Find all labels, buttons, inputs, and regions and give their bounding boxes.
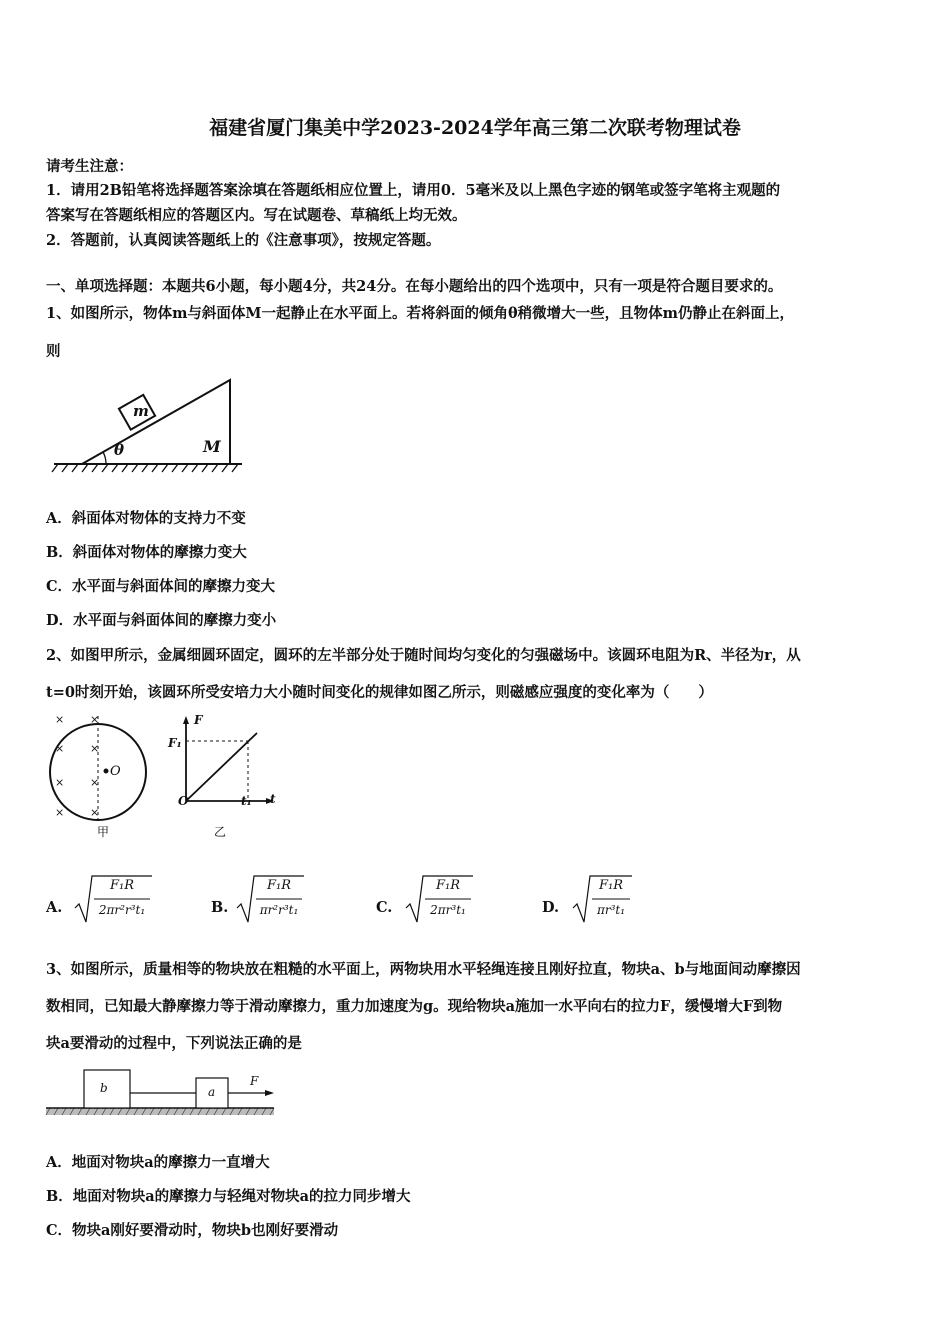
q1-option-c[interactable]: C．水平面与斜面体间的摩擦力变大 bbox=[46, 578, 276, 595]
q3-option-c[interactable]: C．物块a刚好要滑动时，物块b也刚好要滑动 bbox=[46, 1222, 339, 1239]
q3-block-a: a bbox=[208, 1085, 216, 1099]
q3-block-b: b bbox=[100, 1081, 108, 1095]
cross-mark: × bbox=[55, 776, 65, 789]
q1-block-label: m bbox=[133, 402, 149, 420]
q2-ring-figure bbox=[50, 712, 160, 827]
q1-option-a[interactable]: A．斜面体对物体的支持力不变 bbox=[46, 510, 246, 527]
q3-blocks-figure bbox=[46, 1066, 278, 1120]
option-letter: C. bbox=[376, 899, 393, 916]
option-letter: A. bbox=[46, 899, 63, 916]
fraction-numerator: F₁R bbox=[266, 878, 292, 893]
cross-mark: × bbox=[90, 806, 100, 819]
cross-mark: × bbox=[55, 742, 65, 755]
page-title: 福建省厦门集美中学2023-2024学年高三第二次联考物理试卷 bbox=[209, 117, 741, 139]
notice-item-1-cont: 答案写在答题纸相应的答题区内。写在试题卷、草稿纸上均无效。 bbox=[46, 207, 467, 224]
fraction-numerator: F₁R bbox=[109, 878, 135, 893]
notice-heading: 请考生注意： bbox=[46, 158, 133, 175]
notice-item-1: 1．请用2B铅笔将选择题答案涂填在答题纸相应位置上，请用0．5毫米及以上黑色字迹的钢笔或签字笔将主观题的 bbox=[46, 182, 781, 199]
cross-mark: × bbox=[55, 713, 65, 726]
notice-item-2: 2．答题前，认真阅读答题纸上的《注意事项》，按规定答题。 bbox=[46, 232, 441, 249]
q3-option-a[interactable]: A．地面对物块a的摩擦力一直增大 bbox=[46, 1154, 270, 1171]
q1-stem: 1、如图所示，物体m与斜面体M一起静止在水平面上。若将斜面的倾角θ稍微增大一些，且物体m仍静止在斜面上， bbox=[46, 305, 794, 322]
fraction-numerator: F₁R bbox=[435, 878, 461, 893]
cross-mark: × bbox=[90, 742, 100, 755]
q3-option-b[interactable]: B．地面对物块a的摩擦力与轻绳对物块a的拉力同步增大 bbox=[46, 1188, 411, 1205]
section-heading: 一、单项选择题：本题共6小题，每小题4分，共24分。在每小题给出的四个选项中，只有一项是符合题目要求的。 bbox=[46, 278, 783, 295]
fraction-numerator: F₁R bbox=[598, 878, 624, 893]
q2-center-label: O bbox=[110, 764, 121, 779]
option-letter: D. bbox=[542, 899, 560, 916]
q1-incline-label: M bbox=[203, 437, 221, 456]
q1-angle-label: θ bbox=[114, 441, 125, 459]
fraction-denominator: πr²r³t₁ bbox=[259, 903, 299, 917]
q2-stem: 2、如图甲所示，金属细圆环固定，圆环的左半部分处于随时间均匀变化的匀强磁场中。该圆环电阻为R、半径为r，从 bbox=[46, 647, 801, 664]
q3-stem-cont-1: 数相同，已知最大静摩擦力等于滑动摩擦力，重力加速度为g。现给物块a施加一水平向右的拉力F，缓慢增大F到物 bbox=[46, 998, 783, 1015]
fraction-denominator: πr³t₁ bbox=[596, 903, 626, 917]
option-letter: B. bbox=[211, 899, 229, 916]
fraction-denominator: 2πr³t₁ bbox=[430, 903, 466, 917]
q3-stem-cont-2: 块a要滑动的过程中，下列说法正确的是 bbox=[46, 1035, 302, 1052]
q2-graph-x-value: t₁ bbox=[241, 794, 252, 808]
q3-stem: 3、如图所示，质量相等的物块放在粗糙的水平面上，两物块用水平轻绳连接且刚好拉直，物块a、b与地面间动摩擦因 bbox=[46, 961, 801, 978]
q3-force-label: F bbox=[250, 1074, 259, 1088]
cross-mark: × bbox=[90, 776, 100, 789]
cross-mark: × bbox=[55, 806, 65, 819]
q2-graph-origin: O bbox=[178, 794, 189, 808]
q2-graph-x-label: t bbox=[270, 792, 276, 806]
q2-stem-cont: t=0时刻开始，该圆环所受安培力大小随时间变化的规律如图乙所示，则磁感应强度的变化率为（ ） bbox=[46, 684, 713, 701]
cross-mark: × bbox=[90, 713, 100, 726]
q2-graph-y-label: F bbox=[194, 713, 203, 727]
q2-fig-yi-caption: 乙 bbox=[214, 825, 227, 839]
q1-option-d[interactable]: D．水平面与斜面体间的摩擦力变小 bbox=[46, 612, 277, 629]
q1-option-b[interactable]: B．斜面体对物体的摩擦力变大 bbox=[46, 544, 247, 561]
q2-fig-jia-caption: 甲 bbox=[97, 825, 110, 839]
q1-incline-figure bbox=[50, 376, 250, 476]
q1-stem-cont: 则 bbox=[46, 343, 61, 360]
fraction-denominator: 2πr²r³t₁ bbox=[98, 903, 146, 917]
q2-graph-y-value: F₁ bbox=[168, 736, 182, 750]
